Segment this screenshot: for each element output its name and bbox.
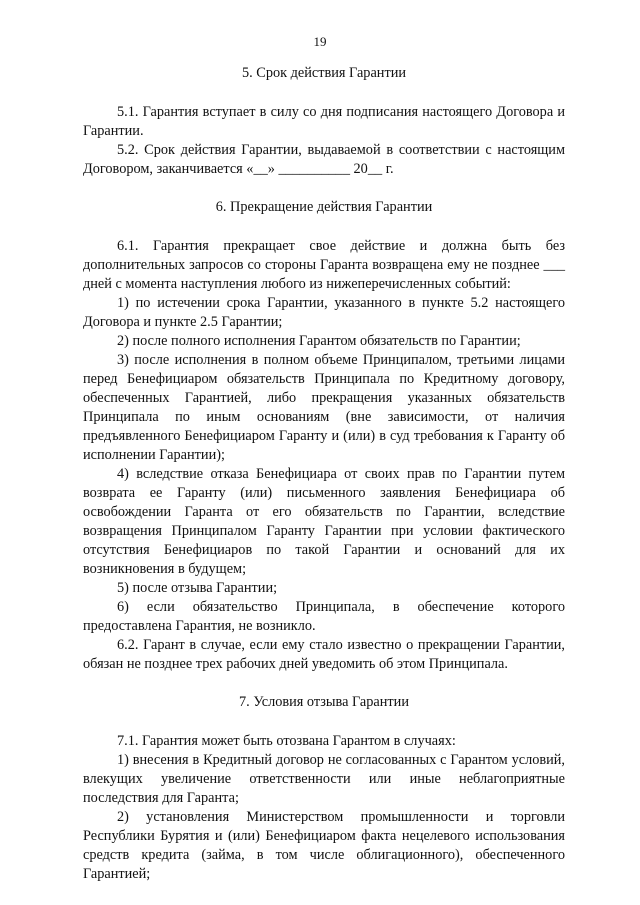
page-number: 19 xyxy=(313,34,327,49)
list-item-6-1-3: 3) после исполнения в полном объеме Принципалом, третьими лицами перед Бенефициаром обязательств Принципала по Кредитному договору, обеспеченных Гарантией, либо прекращения указанных обязательств Принципала по иным основаниям (вне зависимости, от наличия предъявленного Бенефициаром Гаранту и (или) в суд требования к Гаранту об исполнении Гарантии); xyxy=(83,352,565,463)
list-item-6-1-1: 1) по истечении срока Гарантии, указанного в пункте 5.2 настоящего Договора и пункте 2.5 Гарантии; xyxy=(83,295,565,330)
list-item-6-1-6: 6) если обязательство Принципала, в обеспечение которого предоставлена Гарантия, не возникло. xyxy=(83,599,565,634)
list-item-6-1-2: 2) после полного исполнения Гарантом обязательств по Гарантии; xyxy=(117,333,521,349)
paragraph-6-1: 6.1. Гарантия прекращает свое действие и должна быть без дополнительных запросов со стороны Гаранта возвращена ему не позднее ___ дней с момента наступления любого из нижеперечисленных событий: xyxy=(83,238,565,292)
section-heading-6: 6. Прекращение действия Гарантии xyxy=(215,199,433,215)
list-item-7-1-2: 2) установления Министерством промышленности и торговли Республики Бурятия и (или) Бенефициаром факта нецелевого использования средств кредита (займа, в том числе облигационного), обеспеченного Гарантией; xyxy=(83,809,565,882)
document-body xyxy=(83,64,565,884)
list-item-6-1-4: 4) вследствие отказа Бенефициара от своих прав по Гарантии путем возврата ее Гаранту (или) письменного заявления Бенефициара об освобождении Гаранта от его обязательств по Гарантии, вследствие возвращения Принципалом Гаранту Гарантии при условии фактического отсутствия Бенефициаров по такой Гарантии и оснований для их возникновения в будущем; xyxy=(83,466,565,577)
paragraph-6-2: 6.2. Гарант в случае, если ему стало известно о прекращении Гарантии, обязан не позднее трех рабочих дней уведомить об этом Принципала. xyxy=(83,637,565,672)
paragraph-7-1: 7.1. Гарантия может быть отозвана Гарантом в случаях: xyxy=(117,733,456,749)
list-item-6-1-5: 5) после отзыва Гарантии; xyxy=(117,580,278,596)
section-heading-5: 5. Срок действия Гарантии xyxy=(241,65,407,81)
paragraph-5-1: 5.1. Гарантия вступает в силу со дня подписания настоящего Договора и Гарантии. xyxy=(83,104,565,139)
list-item-7-1-1: 1) внесения в Кредитный договор не согласованных с Гарантом условий, влекущих увеличение ответственности или иные неблагоприятные последствия для Гаранта; xyxy=(83,752,565,806)
paragraph-5-2: 5.2. Срок действия Гарантии, выдаваемой в соответствии с настоящим Договором, заканчивается «__» __________ 20__ г. xyxy=(83,142,565,177)
section-heading-7: 7. Условия отзыва Гарантии xyxy=(239,694,409,710)
